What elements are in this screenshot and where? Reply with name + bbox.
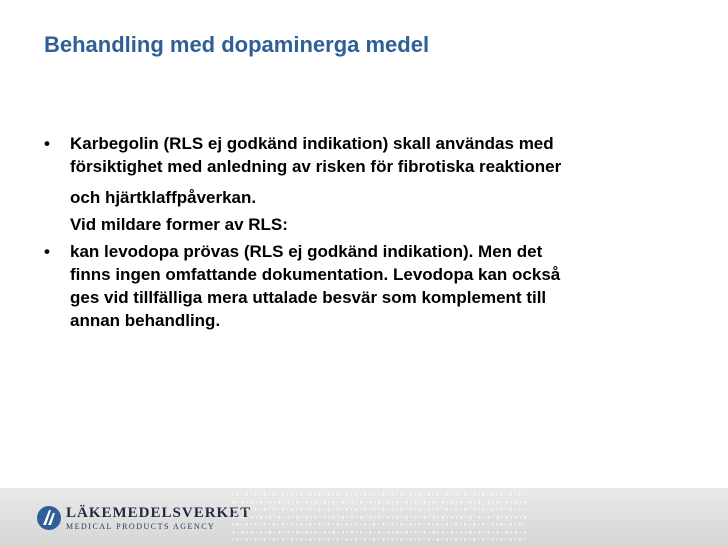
bullet-2-line-3: ges vid tillfälliga mera uttalade besvär som komplement till [70,288,547,307]
bullet-2-line-2: finns ingen omfattande dokumentation. Levodopa kan också [70,265,561,284]
logo-name: LÄKEMEDELSVERKET [66,504,252,521]
agency-logo [36,502,251,534]
logo-subtitle: MEDICAL PRODUCTS AGENCY [66,521,216,531]
bullet-2-line-1: kan levodopa prövas (RLS ej godkänd indikation). Men det [70,242,543,261]
slide-body [44,132,684,332]
bullet-dot-icon: • [44,134,50,153]
slide-title: Behandling med dopaminerga medel [44,32,430,57]
bullet-1-line-2: försiktighet med anledning av risken för fibrotiska reaktioner [70,157,562,176]
bullet-item-1 [44,132,684,209]
footer-pattern: • ● • ● • ● • ● • ● • ● • ● • ● • ● • ● • ● • ● • ● • ● • ● • ● • ● • ● • ● • ● • ● • ● • ● • ● • ● • ● • ● • ● • ● • ● • ● • ● • ● • ● • ● • ● • ● • ● • ● • ● • ● • ● • ● • ● • ● • ● • ● • ● • ● • ● • ● • ● • ● • ● • ● • ● • ● • ● • ● • ● • ● • ● • ● • ● • ● • ● • ● • ● • ● • ● • ● • ● • ● • ● • ● • ● • ● • ● • ● • ● • ● • ● • ● • ● • ● • ● • ● • ● • ● • ● • ● • ● • ● • ● • ● • ● • ● • ● • ● • ● • ● • ● • ● • ● • ● • ● • ● • ● • ● • ● • ● • ● • ● • ● • ● • ● • ● • ● • ● • ● • ● • ● • ● • ● • ● • ● • ● • ● • ● • ● • ● • ● • ● • ● • ● • ● • ● • ● • ● • ● • ● • ● • ● • ● • ● • ● • ● • ● • ● • ● • ● • ● • ● • ● • ● • ● • ● • ● • ● • ● • ● • ● • ● • ● • ● • ● • ● • ● • ● • ● • ● • ● • ● • ● • ● • ● • ● • ● • ● • ● • ● • ● • ● • ● • ● • ● • ● • ● • ● • ● • ● • ● • ● • ● • ● • ● • ● • ● • ● • ● • ● • ● • ● • ● • ● • ● • ● • ● • ● • ● • ● • ● • ● • ● • ● • ● • ● • ● • ● • ● • ● • ● • ● • ● • ● • ● • ● • [232,492,527,543]
agency-emblem-icon [36,505,62,531]
bullet-1-line-3: och hjärtklaffpåverkan. [70,188,257,207]
bullet-1-line-1: Karbegolin (RLS ej godkänd indikation) skall användas med [70,134,554,153]
bullet-2-line-4: annan behandling. [70,311,221,330]
footer-band [0,488,728,546]
subheading: Vid mildare former av RLS: [70,215,288,234]
bullet-item-2 [44,240,684,332]
bullet-dot-icon: • [44,242,50,261]
